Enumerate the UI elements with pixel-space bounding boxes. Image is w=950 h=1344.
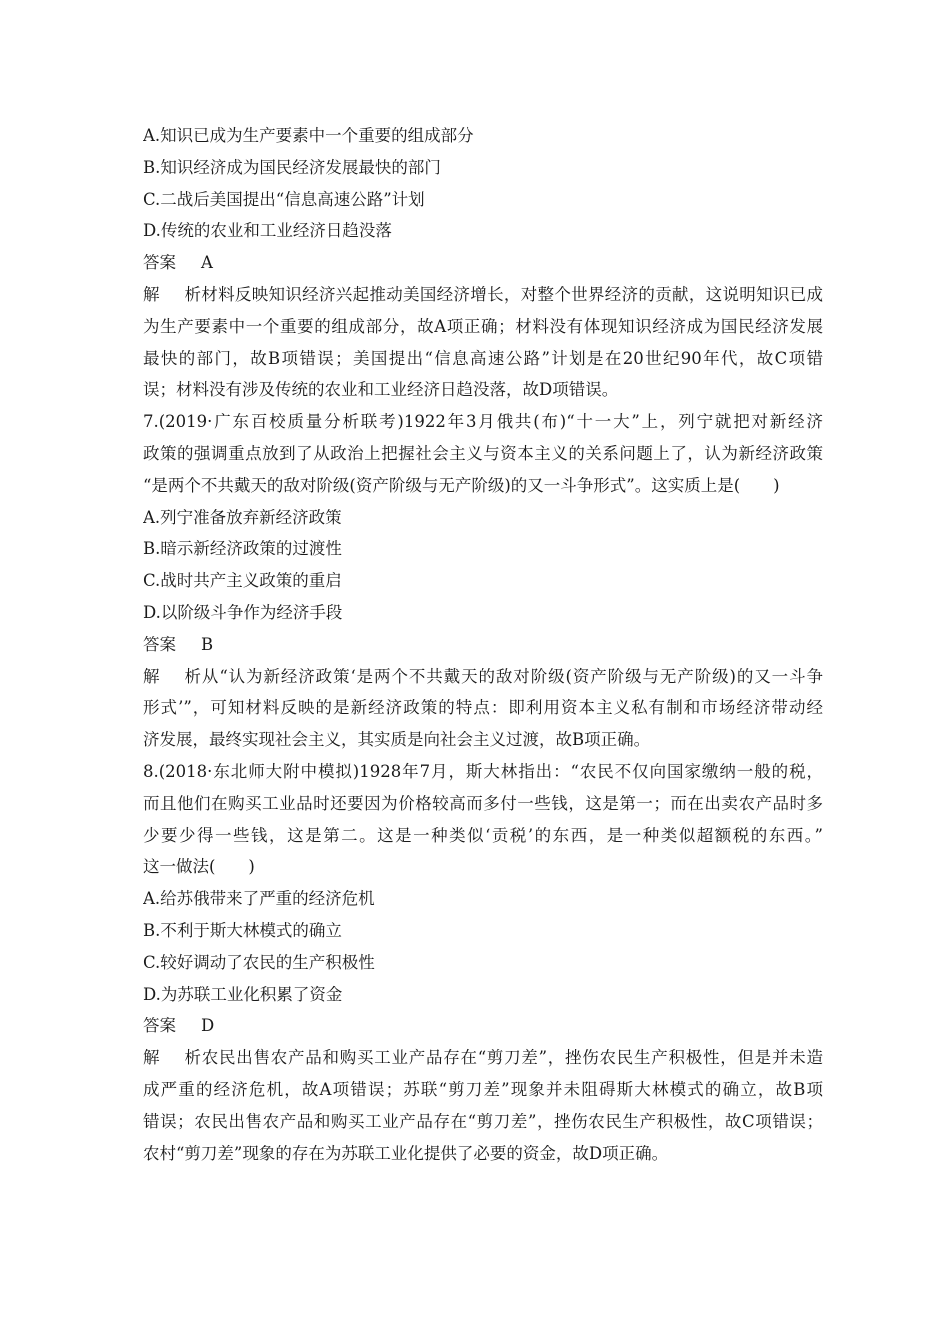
stem-line: 少要少得一些钱，这是第二。这是一种类似‘贡税’的东西，是一种类似超额税的东西。” <box>143 825 823 845</box>
question-7 <box>143 406 823 756</box>
question-6 <box>143 120 823 406</box>
question-stem <box>143 756 823 883</box>
analysis-label: 解析 <box>143 666 201 686</box>
option-c: C.较好调动了农民的生产积极性 <box>143 952 375 972</box>
option-a: A.列宁准备放弃新经济政策 <box>143 507 342 527</box>
analysis-line: 为生产要素中一个重要的组成部分，故A项正确；材料没有体现知识经济成为国民经济发展 <box>143 316 823 336</box>
analysis-text: 材料反映知识经济兴起推动美国经济增长，对整个世界经济的贡献，这说明知识已成 <box>201 284 823 304</box>
option-d: D.传统的农业和工业经济日趋没落 <box>143 221 392 241</box>
analysis-label: 解析 <box>143 1048 201 1068</box>
question-stem <box>143 406 823 501</box>
answer-value: B <box>201 634 214 654</box>
analysis-line <box>143 279 823 311</box>
answer-value: A <box>201 253 213 273</box>
analysis <box>143 279 823 406</box>
option-b: B.暗示新经济政策的过渡性 <box>143 539 342 559</box>
answer-line <box>143 247 823 279</box>
option-c: C.战时共产主义政策的重启 <box>143 571 342 591</box>
analysis-line: 错误；农民出售农产品和购买工业产品存在“剪刀差”，挫伤农民生产积极性，故C项错误； <box>143 1111 823 1131</box>
option-b: B.知识经济成为国民经济发展最快的部门 <box>143 157 441 177</box>
answer-label: 答案 <box>143 253 176 273</box>
analysis <box>143 1042 823 1169</box>
stem-line: “是两个不共戴天的敌对阶级(资产阶级与无产阶级)的又一斗争形式”。这实质上是( ) <box>143 475 780 495</box>
option-b: B.不利于斯大林模式的确立 <box>143 920 342 940</box>
answer-label: 答案 <box>143 1016 176 1036</box>
analysis <box>143 661 823 756</box>
answer-value: D <box>201 1016 215 1036</box>
stem-line: 政策的强调重点放到了从政治上把握社会主义与资本主义的关系问题上了，认为新经济政策 <box>143 443 823 463</box>
option-a: A.知识已成为生产要素中一个重要的组成部分 <box>143 126 474 145</box>
analysis-label: 解析 <box>143 284 201 304</box>
analysis-line: 济发展，最终实现社会主义，其实质是向社会主义过渡，故B项正确。 <box>143 730 651 750</box>
option-a: A.给苏俄带来了严重的经济危机 <box>143 889 375 909</box>
stem-line: 这一做法( ) <box>143 857 255 877</box>
option-d: D.以阶级斗争作为经济手段 <box>143 602 343 622</box>
analysis-line <box>143 1042 823 1074</box>
analysis-line: 成严重的经济危机，故A项错误；苏联“剪刀差”现象并未阻碍斯大林模式的确立，故B项 <box>143 1079 823 1099</box>
option-c: C.二战后美国提出“信息高速公路”计划 <box>143 189 425 209</box>
answer-line <box>143 1010 823 1042</box>
analysis-line <box>143 661 823 693</box>
answer-line <box>143 629 823 661</box>
analysis-text: 从“认为新经济政策‘是两个不共戴天的敌对阶级(资产阶级与无产阶级)的又一斗争 <box>201 666 823 686</box>
analysis-line: 农村“剪刀差”现象的存在为苏联工业化提供了必要的资金，故D项正确。 <box>143 1143 669 1163</box>
question-8 <box>143 756 823 1169</box>
page-content <box>143 120 823 1169</box>
analysis-line: 误；材料没有涉及传统的农业和工业经济日趋没落，故D项错误。 <box>143 380 619 400</box>
option-d: D.为苏联工业化积累了资金 <box>143 984 343 1004</box>
analysis-line: 最快的部门，故B项错误；美国提出“信息高速公路”计划是在20世纪90年代，故C项错 <box>143 348 823 368</box>
analysis-text: 农民出售农产品和购买工业产品存在“剪刀差”，挫伤农民生产积极性，但是并未造 <box>201 1048 823 1068</box>
answer-label: 答案 <box>143 634 176 654</box>
stem-line: 8.(2018·东北师大附中模拟)1928年7月，斯大林指出：“农民不仅向国家缴纳一般的税， <box>143 761 823 781</box>
stem-line: 而且他们在购买工业品时还要因为价格较高而多付一些钱，这是第一；而在出卖农产品时多 <box>143 793 823 813</box>
stem-line: 7.(2019·广东百校质量分析联考)1922年3月俄共(布)“十一大”上，列宁就把对新经济 <box>143 412 823 432</box>
analysis-line: 形式’”，可知材料反映的是新经济政策的特点：即利用资本主义私有制和市场经济带动经 <box>143 698 823 718</box>
